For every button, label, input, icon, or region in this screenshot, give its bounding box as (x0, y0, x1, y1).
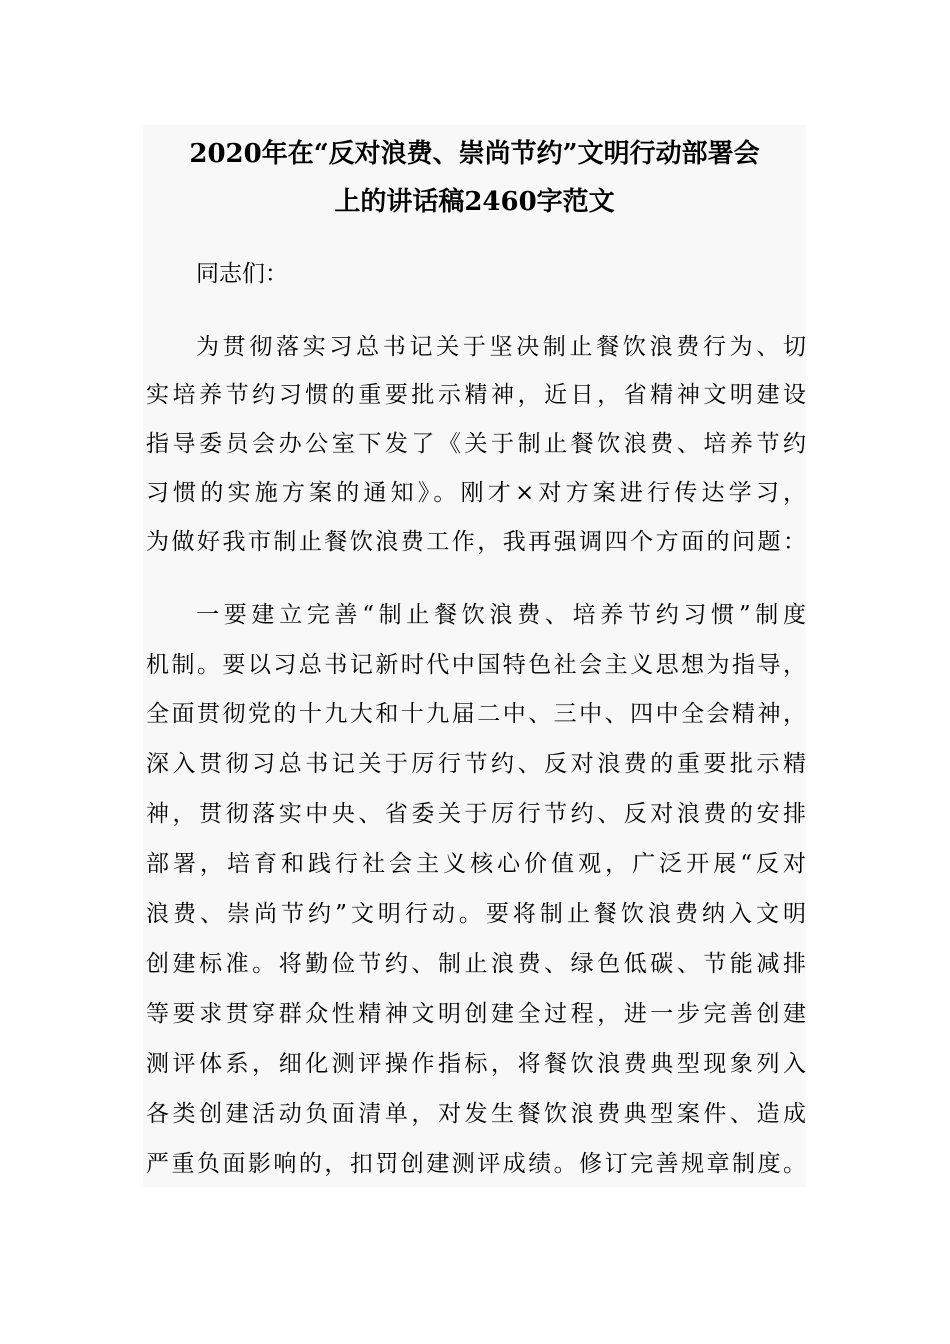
document-title-line-1: 2020年在“反对浪费、崇尚节约”文明行动部署会 (189, 139, 760, 169)
paragraph-2-line-6: 部署，培育和践行社会主义核心价值观，广泛开展“反对 (146, 851, 806, 877)
paragraph-2-line-2: 机制。要以习总书记新时代中国特色社会主义思想为指导， (146, 652, 806, 678)
paragraph-1-line-3: 指导委员会办公室下发了《关于制止餐饮浪费、培养节约 (146, 431, 806, 457)
paragraph-2-line-5: 神，贯彻落实中央、省委关于厉行节约、反对浪费的安排 (146, 801, 806, 827)
paragraph-2-line-10: 测评体系，细化测评操作指标，将餐饮浪费典型现象列入 (146, 1051, 806, 1077)
paragraph-2-line-3: 全面贯彻党的十九大和十九届二中、三中、四中全会精神， (146, 701, 806, 727)
paragraph-1-line-1: 为贯彻落实习总书记关于坚决制止餐饮浪费行为、切 (196, 334, 806, 360)
paragraph-2-line-4: 深入贯彻习总书记关于厉行节约、反对浪费的重要批示精 (146, 751, 806, 777)
salutation: 同志们： (196, 261, 288, 287)
document-title-line-2: 上的讲话稿2460字范文 (334, 187, 615, 217)
paragraph-1-line-2: 实培养节约习惯的重要批示精神，近日，省精神文明建设 (146, 382, 806, 408)
paragraph-2-line-7: 浪费、崇尚节约”文明行动。要将制止餐饮浪费纳入文明 (146, 901, 806, 927)
paragraph-2-line-1: 一要建立完善“制止餐饮浪费、培养节约习惯”制度 (196, 602, 806, 628)
paragraph-2-line-9: 等要求贯穿群众性精神文明创建全过程，进一步完善创建 (146, 1001, 806, 1027)
paragraph-2-line-11: 各类创建活动负面清单，对发生餐饮浪费典型案件、造成 (146, 1101, 806, 1127)
paragraph-2-line-12: 严重负面影响的，扣罚创建测评成绩。修订完善规章制度。 (146, 1151, 806, 1177)
paragraph-1-line-4: 习惯的实施方案的通知》。刚才×对方案进行传达学习， (146, 480, 806, 506)
paragraph-1-line-5: 为做好我市制止餐饮浪费工作，我再强调四个方面的问题： (146, 529, 806, 555)
paragraph-2-line-8: 创建标准。将勤俭节约、制止浪费、绿色低碳、节能减排 (146, 951, 806, 977)
